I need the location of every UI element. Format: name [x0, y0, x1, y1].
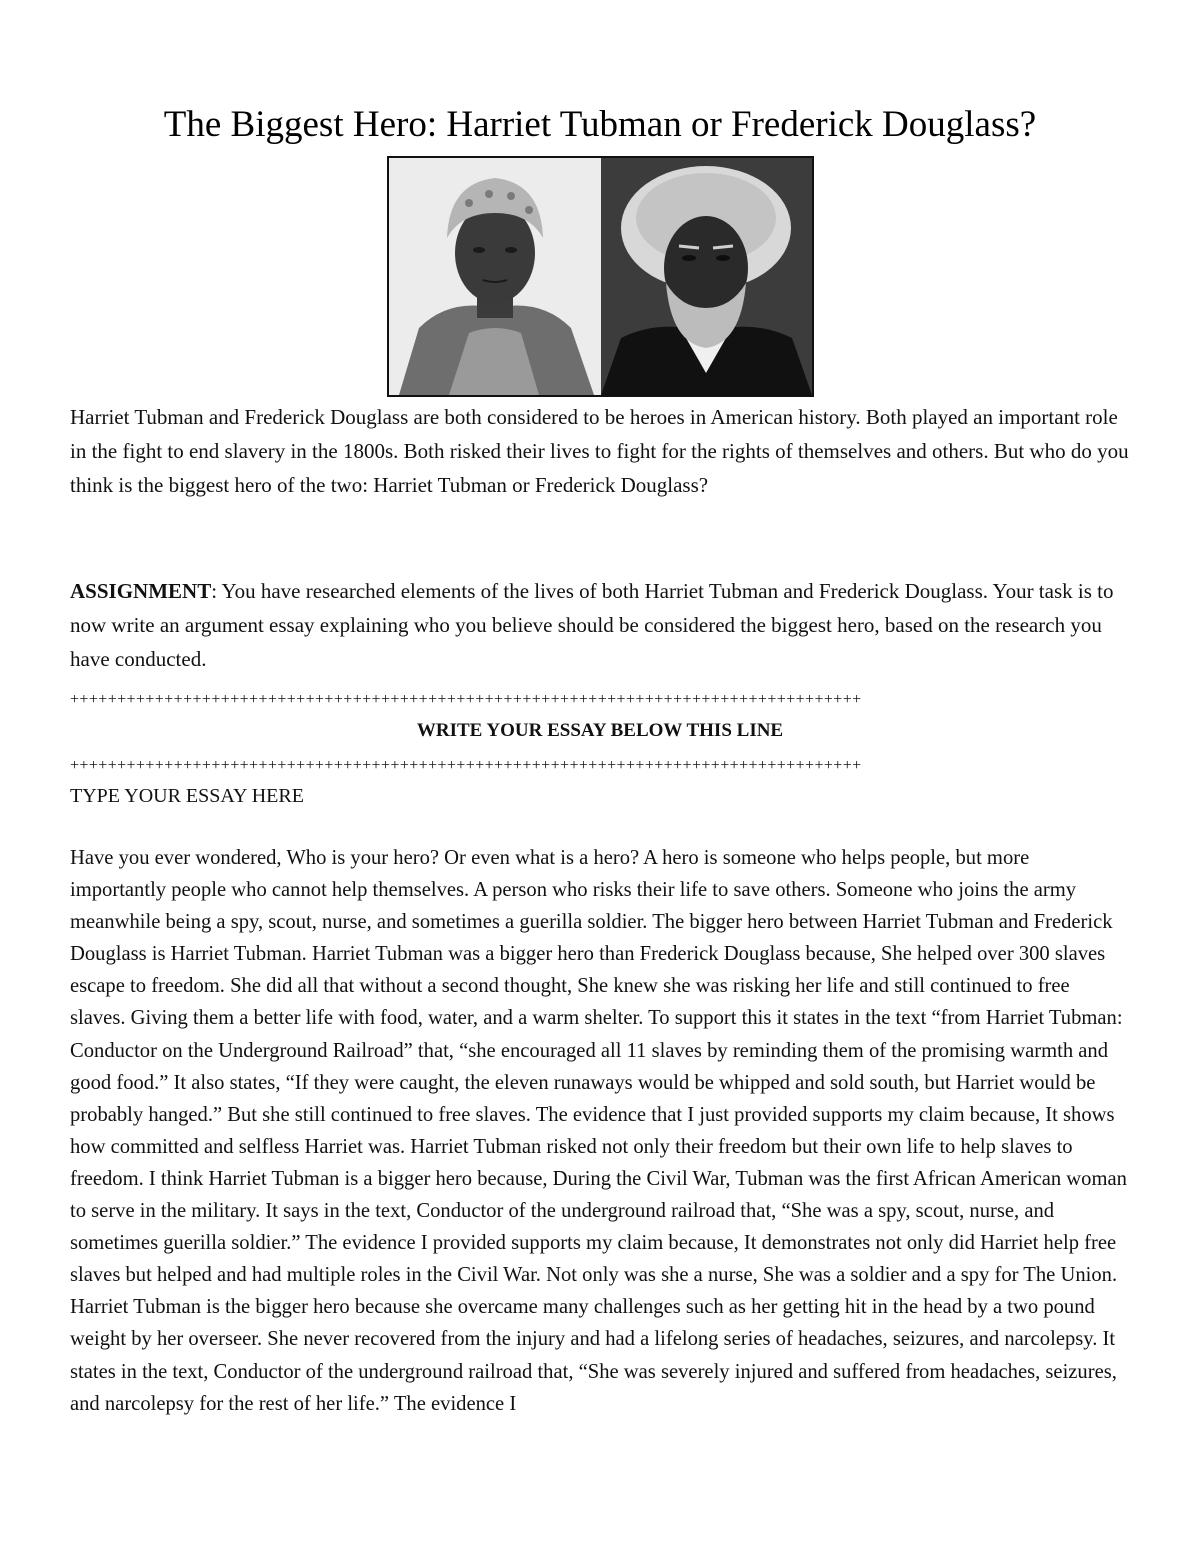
- portrait-harriet-tubman: [389, 158, 601, 395]
- page-title: The Biggest Hero: Harriet Tubman or Frederick Douglass?: [163, 104, 1037, 145]
- assignment-text: : You have researched elements of the lives of both Harriet Tubman and Frederick Douglass. Your task is to now write an argument essay explaining who you believe should be considered the biggest hero, based on the research you have conducted.: [70, 579, 1114, 671]
- portrait-frederick-douglass: [601, 158, 812, 395]
- assignment-paragraph: [70, 574, 1130, 676]
- essay-body[interactable]: Have you ever wondered, Who is your hero? Or even what is a hero? A hero is someone who helps people, but more importantly people who cannot help themselves. A person who risks their life to save others. Someone who joins the army meanwhile being a spy, scout, nurse, and sometimes a guerilla soldier. The bigger hero between Harriet Tubman and Frederick Douglass is Harriet Tubman. Harriet Tubman was a bigger hero than Frederick Douglass because, She helped over 300 slaves escape to freedom. She did all that without a second thought, She knew she was risking her life and still continued to free slaves. Giving them a better life with food, water, and a warm shelter. To support this it states in the text “from Harriet Tubman: Conductor on the Underground Railroad” that, “she encouraged all 11 slaves by reminding them of the promising warmth and good food.” It also states, “If they were caught, the eleven runaways would be whipped and sold south, but Harriet would be probably hanged.” But she still continued to free slaves. The evidence that I just provided supports my claim because, It shows how committed and selfless Harriet was. Harriet Tubman risked not only their freedom but their own life to help slaves to freedom. I think Harriet Tubman is a bigger hero because, During the Civil War, Tubman was the first African American woman to serve in the military. It says in the text, Conductor of the underground railroad that, “She was a spy, scout, nurse, and sometimes guerilla soldier.” The evidence I provided supports my claim because, It demonstrates not only did Harriet help free slaves but helped and had multiple roles in the Civil War. Not only was she a nurse, She was a soldier and a spy for The Union. Harriet Tubman is the bigger hero because she overcame many challenges such as her getting hit in the head by a two pound weight by her overseer. She never recovered from the injury and had a lifelong series of headaches, seizures, and narcolepsy. It states in the text, Conductor of the underground railroad that, “She was severely injured and suffered from headaches, seizures, and narcolepsy for the rest of her life.” The evidence I: [70, 847, 1127, 1415]
- assignment-label: ASSIGNMENT: [70, 579, 212, 603]
- essay-instruction: WRITE YOUR ESSAY BELOW THIS LINE: [416, 720, 784, 741]
- portrait-frederick-douglass-image: [601, 158, 812, 395]
- portrait-photos: [387, 156, 814, 397]
- portrait-harriet-tubman-image: [389, 158, 601, 395]
- divider-top: ++++++++++++++++++++++++++++++++++++++++++++++++++++++++++++++++++++++++++++++++++++: [70, 691, 862, 708]
- essay-placeholder-label: TYPE YOUR ESSAY HERE: [70, 785, 304, 807]
- intro-paragraph: Harriet Tubman and Frederick Douglass are both considered to be heroes in American history. Both played an important role in the fight to end slavery in the 1800s. Both risked their lives to fight for the rights of themselves and others. But who do you think is the biggest hero of the two: Harriet Tubman or Frederick Douglass?: [70, 405, 1129, 497]
- divider-bottom: ++++++++++++++++++++++++++++++++++++++++++++++++++++++++++++++++++++++++++++++++++++: [70, 757, 862, 774]
